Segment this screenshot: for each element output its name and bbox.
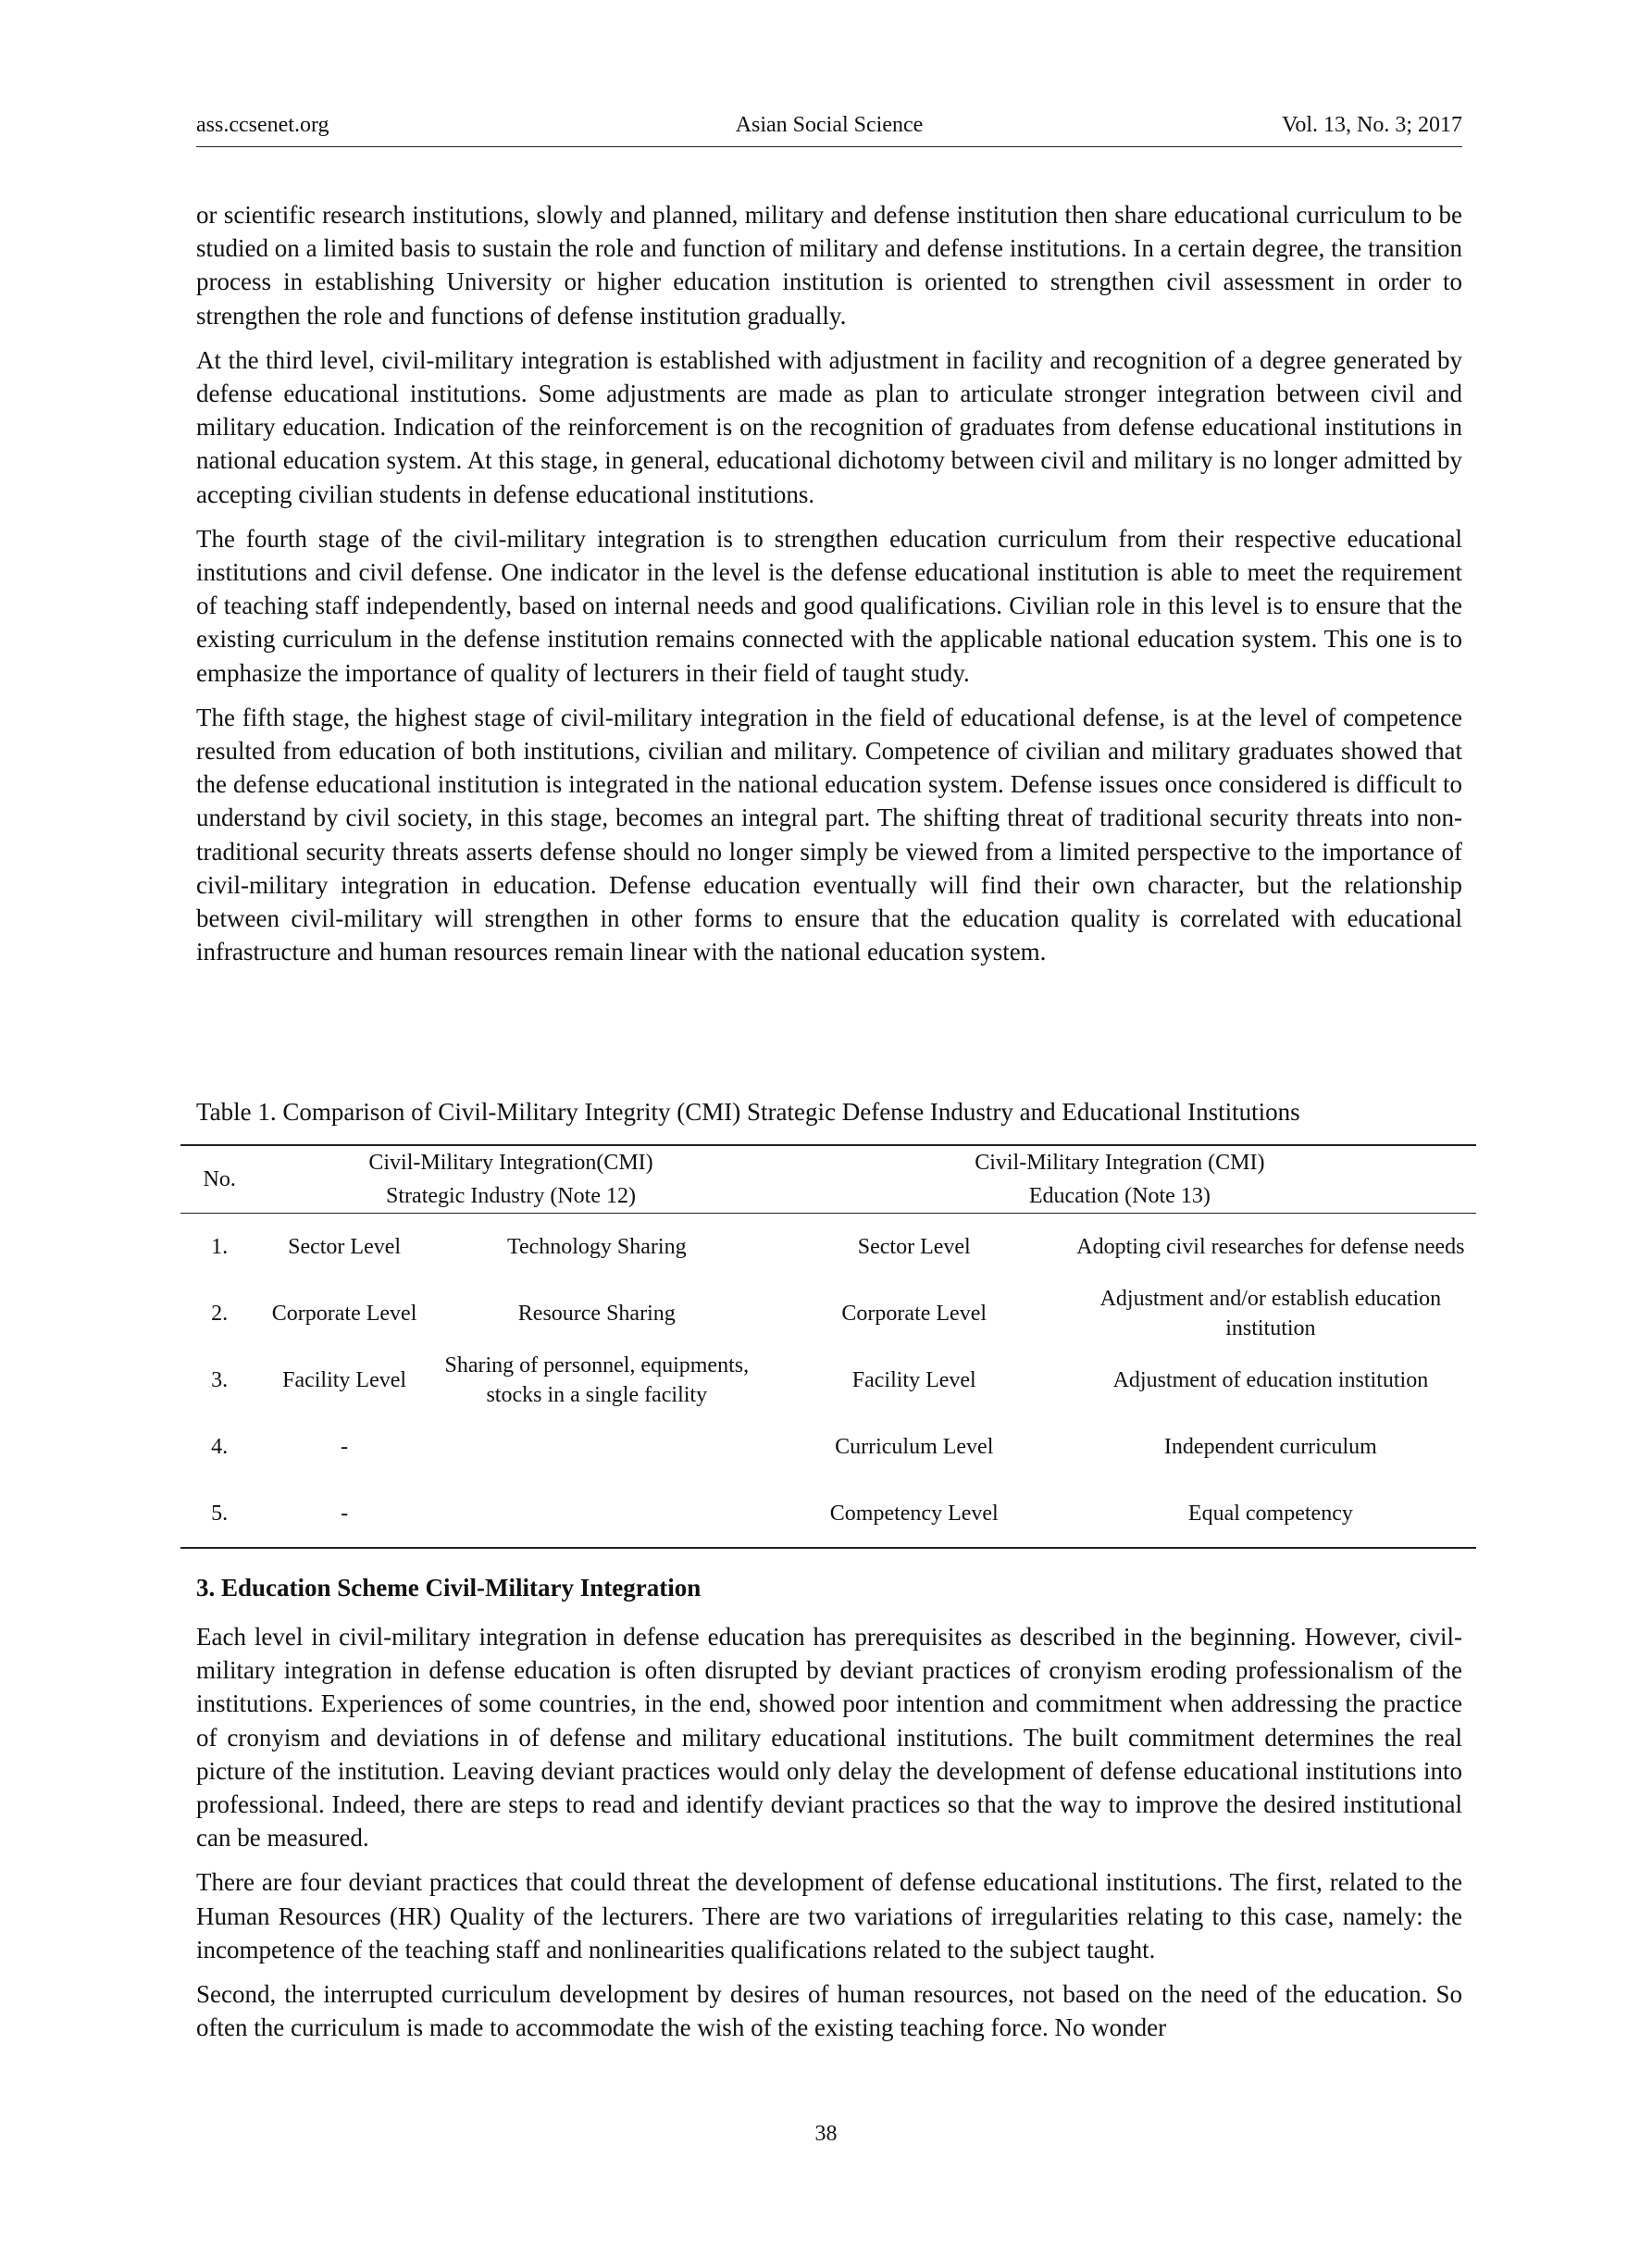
table-caption: Table 1. Comparison of Civil-Military Integrity (CMI) Strategic Defense Industry and Educational Institutions (196, 1098, 1300, 1126)
body-text-top (196, 198, 1462, 979)
section-heading: 3. Education Scheme Civil-Military Integration (196, 1574, 702, 1602)
cell-education-desc: Adopting civil researches for defense needs (1076, 1235, 1465, 1259)
table-row (180, 1347, 1476, 1414)
cell-industry-level: - (341, 1502, 349, 1526)
cell-industry-level: - (341, 1435, 349, 1459)
cell-education-desc: Adjustment of education institution (1112, 1368, 1429, 1392)
cell-industry-desc: Resource Sharing (517, 1302, 676, 1326)
header-journal-title: Asian Social Science (735, 113, 924, 137)
cell-industry-desc: Technology Sharing (506, 1235, 687, 1259)
header-url: ass.ccsenet.org (196, 113, 329, 137)
comparison-table (180, 1144, 1476, 1549)
paragraph: Second, the interrupted curriculum development by desires of human resources, not based on the need of the education. So often the curriculum is made to accommodate the wish of the existing teaching force. No wonder (196, 1980, 1462, 2042)
cell-industry-level: Corporate Level (271, 1302, 417, 1326)
cell-no: 4. (211, 1435, 229, 1459)
cell-education-level: Sector Level (857, 1235, 971, 1259)
cell-industry-desc (430, 1480, 764, 1547)
table-row (180, 1414, 1476, 1480)
header-volume: Vol. 13, No. 3; 2017 (1282, 113, 1462, 137)
page-number: 38 (814, 2122, 838, 2146)
cell-education-desc: Independent curriculum (1163, 1435, 1377, 1459)
header-industry-line1: Civil-Military Integration(CMI) (368, 1151, 653, 1175)
cell-no: 5. (211, 1502, 229, 1526)
paragraph: Each level in civil-military integration in defense education has prerequisites as described in the beginning. However, civil-military integration in defense education is often disrupted by deviant practices of cronyism eroding professionalism of the institutions. Experiences of some countries, in the end, showed poor intention and commitment when addressing the practice of cronyism and deviations in of defense and military educational institutions. The built commitment determines the real picture of the institution. Leaving deviant practices would only delay the development of defense educational institutions into professional. Indeed, there are steps to read and identify deviant practices so that the way to improve the desired institutional can be measured. (196, 1623, 1462, 1852)
table-header-row (180, 1146, 1476, 1179)
header-education-line1: Civil-Military Integration (CMI) (975, 1151, 1265, 1175)
paragraph: or scientific research institutions, slowly and planned, military and defense institution then share educational curriculum to be studied on a limited basis to sustain the role and function of military and defense institutions. In a certain degree, the transition process in establishing University or higher education institution is oriented to strengthen civil assessment in order to strengthen the role and functions of defense institution gradually. (196, 201, 1462, 330)
cell-industry-level: Facility Level (282, 1368, 407, 1392)
table-row (180, 1280, 1476, 1347)
cell-education-level: Corporate Level (841, 1302, 987, 1326)
cell-no: 3. (211, 1368, 229, 1392)
paragraph: At the third level, civil-military integration is established with adjustment in facility and recognition of a degree generated by defense educational institutions. Some adjustments are made as plan to articulate stronger integration between civil and military education. Indication of the reinforcement is on the recognition of graduates from defense educational institutions in national education system. At this stage, in general, educational dichotomy between civil and military is no longer admitted by accepting civilian students in defense educational institutions. (196, 345, 1462, 508)
header-no: No. (203, 1167, 236, 1191)
cell-education-level: Curriculum Level (835, 1435, 994, 1459)
cell-industry-desc: Sharing of personnel, equipments, stocks in a single facility (444, 1353, 750, 1407)
header-industry-line2: Strategic Industry (Note 12) (386, 1184, 636, 1208)
paragraph: There are four deviant practices that could threat the development of defense educational institutions. The first, related to the Human Resources (HR) Quality of the lecturers. There are two variations of irregularities relating to this case, namely: the incompetence of the teaching staff and nonlinearities qualifications related to the subject taught. (196, 1868, 1462, 1964)
running-header (196, 109, 1462, 147)
paragraph: The fourth stage of the civil-military integration is to strengthen education curriculum from their respective educational institutions and civil defense. One indicator in the level is the defense educational institution is able to meet the requirement of teaching staff independently, based on internal needs and good qualifications. Civilian role in this level is to ensure that the existing curriculum in the defense institution remains connected with the applicable national education system. This one is to emphasize the importance of quality of lecturers in their field of taught study. (196, 524, 1462, 687)
cell-no: 1. (211, 1235, 229, 1259)
cell-industry-level: Sector Level (288, 1235, 402, 1259)
cell-education-level: Facility Level (851, 1368, 976, 1392)
table-row (180, 1480, 1476, 1547)
cell-industry-desc (430, 1414, 764, 1480)
cell-no: 2. (211, 1302, 229, 1326)
body-text-bottom (196, 1620, 1462, 2055)
cell-education-desc: Adjustment and/or establish education institution (1099, 1287, 1442, 1340)
cell-education-level: Competency Level (829, 1502, 999, 1526)
table-row (180, 1214, 1476, 1280)
table-header-row (180, 1179, 1476, 1214)
paragraph: The fifth stage, the highest stage of civil-military integration in the field of educational defense, is at the level of competence resulted from education of both institutions, civilian and military. Competence of civilian and military graduates showed that the defense educational institution is integrated in the national education system. Defense issues once considered is difficult to understand by civil society, in this stage, becomes an integral part. The shifting threat of traditional security threats into non-traditional security threats asserts defense should no longer simply be viewed from a limited perspective to the importance of civil-military integration in education. Defense education eventually will find their own character, but the relationship between civil-military will strengthen in other forms to ensure that the education quality is correlated with educational infrastructure and human resources remain linear with the national education system. (196, 703, 1462, 966)
cell-education-desc: Equal competency (1187, 1502, 1353, 1526)
header-education-line2: Education (Note 13) (1028, 1184, 1211, 1208)
